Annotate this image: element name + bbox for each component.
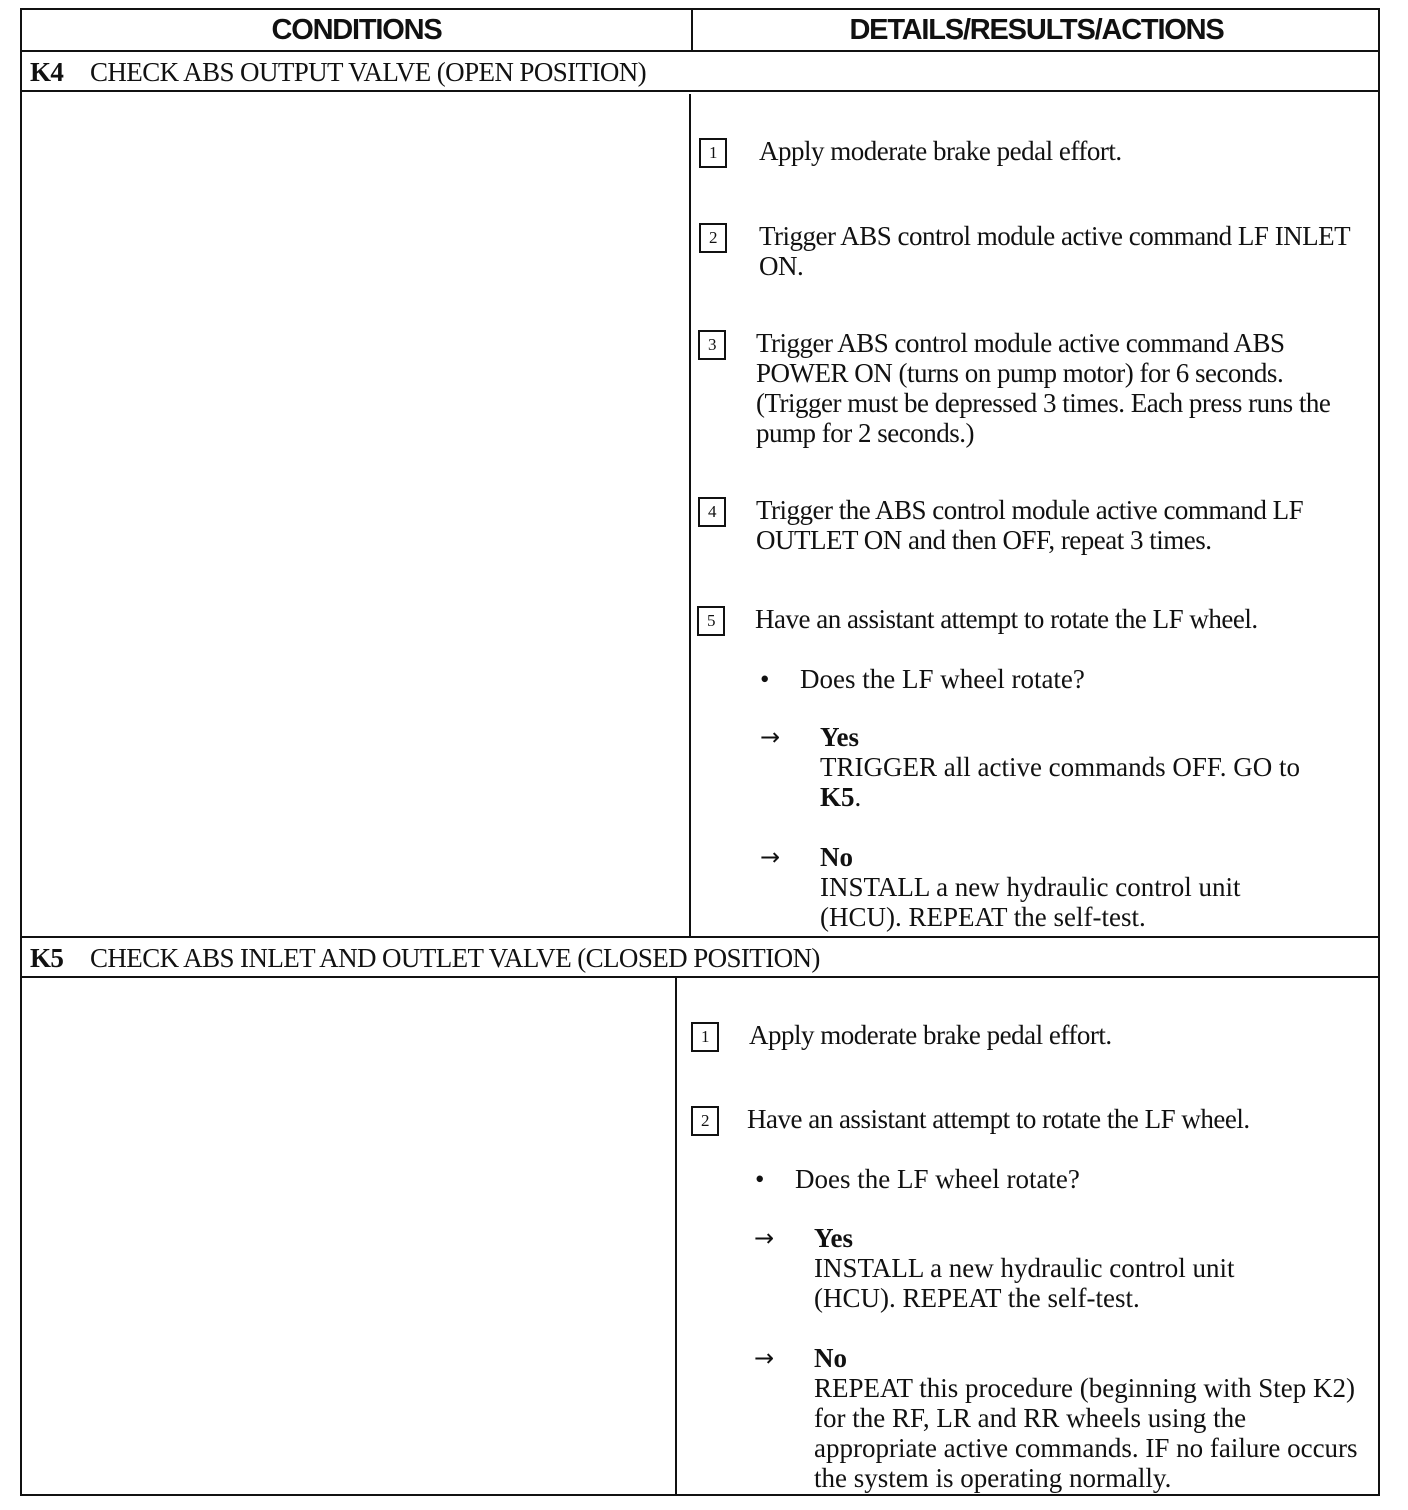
question-text: Does the LF wheel rotate? — [800, 664, 1085, 694]
numbered-box-icon: 3 — [698, 330, 726, 360]
step-text: Trigger the ABS control module active command LF OUTLET ON and then OFF, repeat 3 times. — [756, 495, 1304, 555]
step-text: Trigger ABS control module active command ABS POWER ON (turns on pump motor) for 6 seconds. (Trigger must be depressed 3 times. Each press runs the pump for 2 seconds.) — [756, 328, 1331, 448]
step-text: Apply moderate brake pedal effort. — [749, 1020, 1112, 1050]
numbered-box-icon: 2 — [699, 223, 727, 253]
no-action: REPEAT this procedure (beginning with Step K2) for the RF, LR and RR wheels using the appropriate active commands. IF no failure occurs the system is operating normally. — [814, 1373, 1358, 1493]
question-text: Does the LF wheel rotate? — [795, 1164, 1080, 1194]
right-arrow-icon: → — [760, 843, 781, 871]
numbered-box-icon: 1 — [699, 138, 727, 168]
k5-column-divider — [675, 978, 677, 1496]
k4-section-title — [22, 52, 1378, 92]
right-arrow-icon: → — [760, 723, 781, 751]
yes-action: INSTALL a new hydraulic control unit (HCU). REPEAT the self-test. — [814, 1253, 1235, 1313]
yes-label: Yes — [814, 1223, 853, 1253]
step-text: Trigger ABS control module active command LF INLET ON. — [759, 221, 1350, 281]
right-arrow-icon: → — [754, 1344, 775, 1372]
diagnostic-table — [20, 8, 1380, 1496]
go-to-k5-link[interactable]: K5 — [820, 782, 855, 812]
k4-column-divider — [689, 94, 691, 936]
yes-label: Yes — [820, 722, 859, 752]
conditions-header: CONDITIONS — [22, 10, 693, 50]
no-label: No — [814, 1343, 847, 1373]
numbered-box-icon: 2 — [691, 1106, 719, 1136]
numbered-box-icon: 4 — [698, 497, 726, 527]
bullet-icon: • — [755, 1164, 765, 1194]
right-arrow-icon: → — [754, 1224, 775, 1252]
yes-action-period: . — [854, 782, 862, 812]
step-text: Have an assistant attempt to rotate the LF wheel. — [747, 1104, 1250, 1134]
numbered-box-icon: 5 — [697, 606, 725, 636]
k4-yes-branch — [760, 722, 1360, 812]
k4-no-branch — [760, 842, 1360, 932]
table-header — [22, 10, 1378, 52]
bullet-icon: • — [760, 664, 770, 694]
k5-yes-branch — [754, 1223, 1354, 1313]
step-text: Have an assistant attempt to rotate the LF wheel. — [755, 604, 1258, 634]
no-label: No — [820, 842, 853, 872]
k5-title-text: CHECK ABS INLET AND OUTLET VALVE (CLOSED POSITION) — [90, 943, 820, 973]
k5-no-branch — [754, 1343, 1374, 1493]
yes-action-text: TRIGGER all active commands OFF. GO to — [820, 752, 1301, 782]
numbered-box-icon: 1 — [691, 1022, 719, 1052]
details-header: DETAILS/RESULTS/ACTIONS — [849, 14, 1224, 46]
no-action: INSTALL a new hydraulic control unit (HCU). REPEAT the self-test. — [820, 872, 1241, 932]
k4-code: K4 — [30, 57, 64, 87]
k5-code: K5 — [30, 943, 64, 973]
k4-title-text: CHECK ABS OUTPUT VALVE (OPEN POSITION) — [90, 57, 647, 87]
yes-action — [820, 752, 1360, 812]
step-text: Apply moderate brake pedal effort. — [759, 136, 1122, 166]
k5-section-title — [22, 936, 1378, 978]
